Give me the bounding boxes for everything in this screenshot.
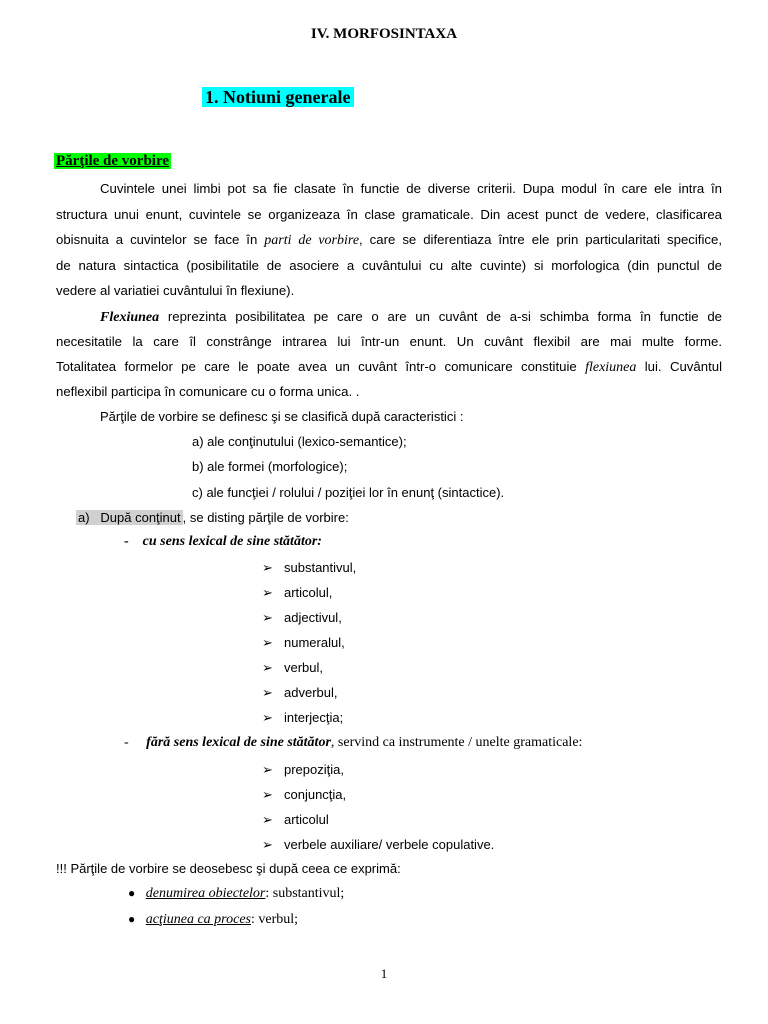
point-a-highlight (76, 510, 183, 525)
group1-dash: - (124, 534, 129, 549)
section-heading-wrap (202, 87, 354, 108)
p1-line-3 (56, 232, 722, 249)
p2-text: Totalitatea formelor pe care le poate avea un cuvânt într-o comunicare constituie (56, 359, 586, 374)
list-item-label: interjecţia; (284, 710, 344, 725)
p1-text: obisnuita a cuvintelor se face în (56, 232, 265, 247)
arrow-bullet-icon: ➢ (262, 812, 273, 827)
p2-line-2: necesitatile la care îl constrânge intrarea lui într-un enunt. Un cuvânt flexibil are mai multe forme. (56, 334, 722, 349)
note-line: !!! Părţile de vorbire se deosebesc şi după ceea ce exprimă: (56, 861, 401, 876)
group1-line (124, 534, 322, 550)
list-item-label: adverbul, (284, 685, 338, 700)
p2-line-4: neflexibil participa în comunicare cu o forma unica. . (56, 384, 360, 399)
arrow-bullet-icon: ➢ (262, 837, 273, 852)
list-item (262, 812, 329, 828)
list-item-label: verbul, (284, 660, 324, 675)
list-item-label: prepoziţia, (284, 762, 344, 777)
group2-line (124, 735, 582, 751)
list-item (262, 787, 346, 803)
p1-line-4: de natura sintactica (posibilitatile de asociere a cuvântului cu alte cuvinte) si morfologica (din punctul de (56, 258, 722, 273)
criterion-c: c) ale funcţiei / rolului / poziţiei lor în enunţ (sintactice). (192, 485, 505, 500)
bullet-item-1 (128, 886, 344, 902)
p2-text: reprezinta posibilitatea pe care o are un cuvânt de a-si schimba forma în functie de (159, 309, 722, 324)
bullet-text: : verbul; (250, 912, 299, 927)
bullet-icon: ● (128, 912, 136, 926)
point-a-term: După conţinut (100, 510, 181, 525)
list-item-label: numeralul, (284, 635, 345, 650)
arrow-bullet-icon: ➢ (262, 710, 273, 725)
arrow-bullet-icon: ➢ (262, 635, 273, 650)
point-a-marker: a) (78, 510, 90, 525)
list-item-label: substantivul, (284, 560, 357, 575)
arrow-bullet-icon: ➢ (262, 560, 273, 575)
p2-term: Flexiunea (100, 310, 160, 325)
arrow-bullet-icon: ➢ (262, 685, 273, 700)
p1-line-5: vedere al variatiei cuvântului în flexiune). (56, 283, 295, 298)
list-item (262, 762, 344, 778)
p1-line-2: structura unui enunt, cuvintele se organizeaza în clase gramaticale. Din acest punct de vedere, clasificarea (56, 207, 722, 222)
list-item (262, 585, 332, 601)
chapter-title: IV. MORFOSINTAXA (310, 26, 458, 42)
p2-text: lui. Cuvântul (636, 359, 723, 374)
group2-dash: - (124, 735, 129, 750)
bullet-text: : substantivul; (265, 886, 345, 901)
list-item (262, 837, 494, 853)
list-item (262, 560, 356, 576)
section-heading: 1. Notiuni generale (202, 87, 354, 107)
list-item-label: verbele auxiliare/ verbele copulative. (284, 837, 495, 852)
p2-line-1 (100, 309, 722, 326)
list-item-label: conjuncţia, (284, 787, 347, 802)
list-item-label: adjectivul, (284, 610, 342, 625)
list-item (262, 635, 345, 651)
subsection-heading: Părţile de vorbire (56, 153, 170, 169)
page-number: 1 (380, 966, 388, 981)
bullet-item-2 (128, 912, 298, 928)
list-item (262, 660, 323, 676)
bullet-icon: ● (128, 886, 136, 900)
arrow-bullet-icon: ➢ (262, 610, 273, 625)
list-item (262, 710, 343, 726)
bullet-term: denumirea obiectelor (145, 886, 266, 901)
list-item-label: articolul (284, 812, 329, 827)
p3-line: Părţile de vorbire se definesc şi se clasifică după caracteristici : (100, 409, 464, 424)
group2-label: fără sens lexical de sine stătător (146, 735, 331, 750)
point-a-line (76, 510, 349, 525)
p2-line-3 (56, 359, 722, 376)
arrow-bullet-icon: ➢ (262, 787, 273, 802)
subsection-heading-wrap (54, 152, 171, 170)
list-item-label: articolul, (284, 585, 333, 600)
bullet-term: acţiunea ca proces (145, 912, 251, 927)
p2-italic-term: flexiunea (585, 360, 637, 375)
p1-text: , care se diferentiaza între ele prin particularitati specifice, (359, 232, 722, 247)
arrow-bullet-icon: ➢ (262, 585, 273, 600)
criterion-b: b) ale formei (morfologice); (192, 459, 348, 474)
p1-italic-term: parti de vorbire (264, 233, 360, 248)
arrow-bullet-icon: ➢ (262, 762, 273, 777)
criterion-a: a) ale conţinutului (lexico-semantice); (192, 434, 407, 449)
group2-text: , servind ca instrumente / unelte gramaticale: (330, 735, 583, 750)
arrow-bullet-icon: ➢ (262, 660, 273, 675)
point-a-text: , se disting părţile de vorbire: (182, 510, 349, 525)
group1-label: cu sens lexical de sine stătător: (142, 534, 322, 549)
p1-line-1: Cuvintele unei limbi pot sa fie clasate în functie de diverse criterii. Dupa modul în care ele intra în (100, 181, 722, 196)
list-item (262, 685, 337, 701)
list-item (262, 610, 342, 626)
